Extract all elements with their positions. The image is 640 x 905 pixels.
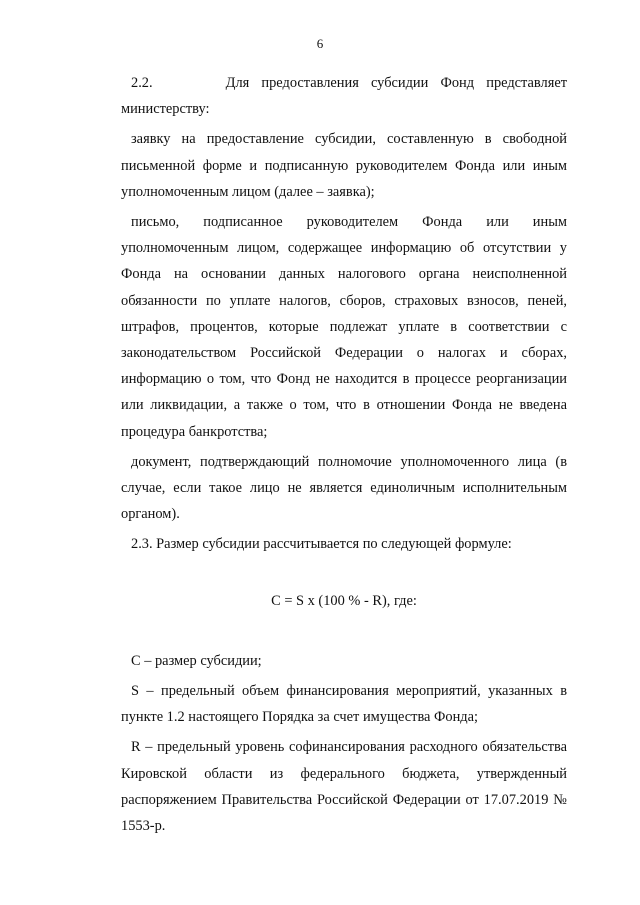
- definition-r: R – предельный уровень софинансирования расходного обязательства Кировской области из федерального бюджета, утвержденный распоряжением Правительства Российской Федерации от 17.07.2019 № 1553-р.: [121, 739, 567, 835]
- paragraph-2-2: 2.2. Для предоставления субсидии Фонд представляет министерству:: [121, 75, 567, 118]
- document-body: [121, 70, 567, 839]
- paragraph-application: заявку на предоставление субсидии, составленную в свободной письменной форме и подписанную руководителем Фонда или иным уполномоченным лицом (далее – заявка);: [121, 131, 567, 200]
- definition-s: S – предельный объем финансирования мероприятий, указанных в пункте 1.2 настоящего Порядка за счет имущества Фонда;: [121, 683, 567, 726]
- paragraph-authority-document: документ, подтверждающий полномочие уполномоченного лица (в случае, если такое лицо не является единоличным исполнительным органом).: [121, 453, 567, 523]
- paragraph-2-3: 2.3. Размер субсидии рассчитывается по следующей формуле:: [131, 536, 512, 553]
- paragraph-letter: письмо, подписанное руководителем Фонда или иным уполномоченным лицом, содержащее информацию об отсутствии у Фонда на основании данных налогового органа неисполненной обязанности по уплате налогов, сборов, страховых взносов, пеней, штрафов, процентов, которые подлежат уплате в соответствии с законодательством Российской Федерации о налогах и сборах, информацию о том, что Фонд не находится в процессе реорганизации или ликвидации, а также о том, что в отношении Фонда не введена процедура банкротства;: [121, 214, 567, 440]
- subsidy-formula: C = S x (100 % - R), где:: [271, 592, 417, 609]
- page-number: 6: [316, 36, 324, 51]
- definition-c: C – размер субсидии;: [131, 652, 262, 669]
